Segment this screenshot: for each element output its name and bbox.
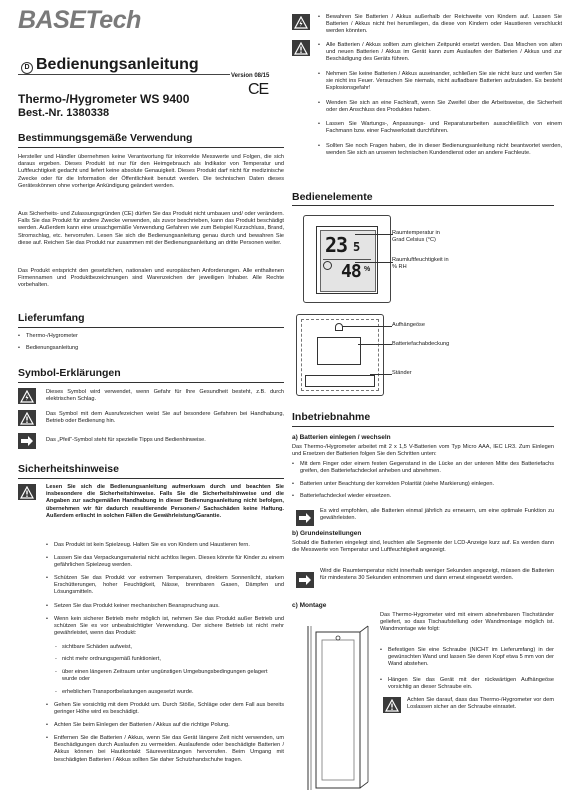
delivery-item: • Bedienungsanleitung (18, 345, 284, 352)
basic-settings-tip: Wird die Raumtemperatur nicht innerhalb weniger Sekunden angezeigt, müssen die Batterien für mindestens 30 Sekunden entnommen und dann erneut eingesetzt werden. (320, 568, 554, 582)
section-rule (18, 382, 284, 383)
safety-condition: - erheblichen Transportbelastungen ausgesetzt wurde. (54, 689, 284, 696)
safety-condition: - nicht mehr ordnungsgemäß funktioniert, (54, 656, 284, 663)
label-temperature: Raumtemperatur in Grad Celsius (°C) (392, 230, 440, 243)
symbol-exclamation-text: Das Symbol mit dem Ausrufezeichen weist Sie auf besondere Gefahren bei Handhabung, Betrieb oder Bedienung hin. (46, 411, 284, 425)
batteries-para: Das Thermo-/Hygrometer arbeitet mit 2 x 1,5 V-Batterien vom Typ Micro AAA, IEC LR3. Zum Einlegen und Ersetzen der Batterien folgen Sie den Schritten unten: (292, 444, 554, 458)
safety-bullet: • Gehen Sie vorsichtig mit dem Produkt um. Durch Stöße, Schläge oder dem Fall aus bereits geringer Höhe wird es beschädigt. (46, 702, 284, 716)
basetech-logo: BASETech (18, 6, 141, 34)
section-rule (292, 205, 554, 206)
warning-exclamation-icon (383, 697, 401, 713)
batteries-step: • Batterien unter Beachtung der korrekten Polarität (siehe Markierung) einlegen. (292, 481, 554, 488)
hanger-hole (335, 323, 343, 331)
lcd-divider (323, 259, 371, 260)
label-stand: Ständer (392, 370, 412, 376)
language-badge: D (21, 62, 33, 74)
title-rule (18, 74, 230, 75)
product-title: Thermo-/Hygrometer WS 9400 (18, 92, 190, 106)
safety-bullet: • Lassen Sie das Verpackungsmaterial nicht achtlos liegen. Dieses könnte für Kinder zu einem gefährlichen Spielzeug werden. (46, 555, 284, 569)
delivery-item: • Thermo-/Hygrometer (18, 333, 284, 340)
comfort-indicator-icon (323, 261, 332, 270)
mounting-step: • Hängen Sie das Gerät mit der rückwärtigen Aufhängeöse vorsichtig an dieser Schraube ein. (380, 677, 554, 691)
section-heading-intended-use: Bestimmungsgemäße Verwendung (18, 132, 193, 144)
battery-cover (317, 337, 361, 365)
intended-use-para-2: Aus Sicherheits- und Zulassungsgründen (CE) dürfen Sie das Produkt nicht umbauen und/ oder verändern. Falls Sie das Produkt für andere Zwecke verwenden, als zuvor beschrieben, kann das Produkt beschädigt werden. Außerdem kann eine unsachgemäße Verwendung Gefahren wie zum Beispiel Kurzschluss, Brand, Stromschlag, etc. hervorrufen. Lesen Sie sich die Bedienungsanleitung genau durch und bewahren Sie diese auf. Reichen Sie das Produkt nur zusammen mit der Bedienungsanleitung an dritte Personen weiter. (18, 211, 284, 246)
leader-line (355, 262, 393, 263)
safety-bullet: • Nehmen Sie keine Batterien / Akkus auseinander, schließen Sie sie nicht kurz und werfen Sie sie nicht ins Feuer. Versuchen Sie niemals, nicht aufladbare Batterien aufzuladen. Es besteht Explosionsgefahr! (318, 71, 562, 93)
lcd-display (320, 230, 376, 292)
humidity-unit: % (364, 266, 371, 273)
intended-use-para-3: Das Produkt entspricht den gesetzlichen, nationalen und europäischen Anforderungen. Alle enthaltenen Firmennamen und Produktbezeichnungen sind Warenzeichen der jeweiligen Inhaber. Alle Rechte vorbehalten. (18, 268, 284, 289)
order-number: Best.-Nr. 1380338 (18, 107, 110, 119)
warning-exclamation-icon (18, 410, 36, 426)
subheading-mounting: c) Montage (292, 602, 327, 609)
section-rule (18, 327, 284, 328)
section-heading-safety: Sicherheitshinweise (18, 463, 119, 475)
safety-bullet: • Entfernen Sie die Batterien / Akkus, wenn Sie das Gerät längere Zeit nicht verwenden, um Beschädigungen durch Auslaufen zu vermeiden. Auslaufende oder beschädigte Batterien / Akkus können bei Hautkontakt Säureverätzungen hervorrufen. Beim Umgang mit beschädigten Batterien / Akkus sollten Sie daher Schutzhandschuhe tragen. (46, 735, 284, 764)
humidity-reading: 48 (341, 261, 361, 282)
arrow-tip-icon (296, 572, 314, 588)
safety-bullet: • Bewahren Sie Batterien / Akkus außerhalb der Reichweite von Kindern auf. Lassen Sie Batterien / Akkus nicht frei herumliegen, da diese von Kindern oder Haustieren verschluckt werden könnten. (318, 14, 562, 36)
label-humidity: Raumluftfeuchtigkeit in % RH (392, 257, 449, 270)
section-rule (18, 147, 284, 148)
safety-bullet: • Alle Batterien / Akkus sollten zum gleichen Zeitpunkt ersetzt werden. Das Mischen von alten und neuen Batterien / Akkus im Gerät kann zum Auslaufen der Batterien / Akkus und zur Beschädigung des Geräts führen. (318, 42, 562, 64)
mounting-step: • Befestigen Sie eine Schraube (NICHT im Lieferumfang) in der gewünschten Wand und lassen Sie deren Kopf etwa 5 mm von der Wand abstehen. (380, 647, 554, 669)
label-hanger: Aufhängeöse (392, 322, 425, 328)
symbol-electric-text: Dieses Symbol wird verwendet, wenn Gefahr für Ihre Gesundheit besteht, z.B. durch elektrischen Schlag. (46, 389, 284, 403)
safety-bullet: • Setzen Sie das Produkt keiner mechanischen Beanspruchung aus. (46, 603, 284, 610)
safety-bullet: • Lassen Sie Wartungs-, Anpassungs- und Reparaturarbeiten ausschließlich von einem Fachmann bzw. einer Fachwerkstatt durchführen. (318, 121, 562, 135)
section-rule (18, 478, 284, 479)
leader-line (355, 234, 393, 235)
stand (305, 375, 375, 387)
ce-mark: CE (248, 81, 269, 98)
label-battery-cover: Batteriefachabdeckung (392, 341, 450, 347)
section-rule (292, 426, 554, 427)
safety-bullet: • Wenn kein sicherer Betrieb mehr möglich ist, nehmen Sie das Produkt außer Betrieb und schützen Sie es vor unbeabsichtigter Verwendung. Der sichere Betrieb ist nicht mehr gewährleistet, wenn das Produkt: (46, 616, 284, 638)
batteries-step: • Batteriefachdeckel wieder einsetzen. (292, 493, 554, 500)
symbol-arrow-text: Das „Pfeil“-Symbol steht für spezielle Tipps und Bedienhinweise. (46, 437, 206, 443)
document-title: Bedienungsanleitung (36, 56, 199, 73)
arrow-tip-icon (18, 433, 36, 449)
leader-line (370, 374, 392, 375)
intended-use-para-1: Hersteller und Händler übernehmen keine Verantwortung für inkorrekte Messwerte und Folgen, die sich daraus ergeben. Dieses Produkt ist nur für den Heimgebrauch als Indikator von Temperatur und Luftfeuchtigkeit gedacht und liefert keine absolute Genauigkeit. Dieses Produkt darf nicht für medizinische Zwecke oder für die Information der Öffentlichkeit benutzt werden. Die technischen Daten dieses Geräteskönnen ohne vorherige Ankündigung geändert werden. (18, 154, 284, 189)
basic-settings-para: Sobald die Batterien eingelegt sind, leuchten alle Segmente der LCD-Anzeige kurz auf. Es werden dann die Messwerte von Temperatur und Luftfeuchtigkeit angezeigt. (292, 540, 554, 554)
safety-bullet: • Achten Sie beim Einlegen der Batterien / Akkus auf die richtige Polung. (46, 722, 284, 729)
safety-bullet: • Wenden Sie sich an eine Fachkraft, wenn Sie Zweifel über die Arbeitsweise, die Sicherheit oder den Anschluss des Produktes haben. (318, 100, 562, 114)
leader-line (358, 344, 392, 345)
subheading-basic-settings: b) Grundeinstellungen (292, 530, 362, 537)
electric-hazard-icon (18, 388, 36, 404)
batteries-step: • Mit dem Finger oder einem festen Gegenstand in die Lücke an der unteren Mitte des Batteriefachs greifen, den Batteriefachdeckel anheben und abnehmen. (292, 461, 554, 475)
subheading-batteries: a) Batterien einlegen / wechseln (292, 434, 391, 441)
batteries-tip: Es wird empfohlen, alle Batterien einmal jährlich zu erneuern, um eine optimale Funktion zu gewährleisten. (320, 508, 554, 522)
arrow-tip-icon (296, 510, 314, 526)
warning-exclamation-icon (18, 484, 36, 500)
warning-exclamation-icon (292, 40, 310, 56)
safety-condition: - sichtbare Schäden aufweist, (54, 644, 284, 651)
section-heading-startup: Inbetriebnahme (292, 411, 371, 423)
section-heading-symbols: Symbol-Erklärungen (18, 367, 121, 379)
lcd-frame (316, 226, 378, 294)
safety-intro: Lesen Sie sich die Bedienungsanleitung aufmerksam durch und beachten Sie insbesondere die Sicherheitshinweise. Falls Sie die Sicherheitshinweise und die Angaben zur sachgemäßen Handhabung in dieser Bedienungsanleitung nicht befolgen, übernehmen wir für dadurch resultierende Personen-/ Sachschäden keine Haftung. Außerdem erlischt in solchen Fällen die Gewährleistung/Garantie. (46, 484, 284, 519)
leader-line (342, 326, 392, 327)
safety-bullet: • Das Produkt ist kein Spielzeug. Halten Sie es von Kindern und Haustieren fern. (46, 542, 284, 549)
mounting-illustration (302, 622, 372, 792)
section-heading-controls: Bedienelemente (292, 191, 373, 203)
section-heading-delivery: Lieferumfang (18, 312, 85, 324)
version-label: Version 08/15 (231, 73, 270, 79)
device-front-view (303, 215, 391, 303)
safety-bullet: • Sollten Sie noch Fragen haben, die in dieser Bedienungsanleitung nicht beantwortet werden, wenden Sie sich an unseren technischen Kundendienst oder an andere Fachleute. (318, 143, 562, 157)
mounting-para: Das Thermo-Hygrometer wird mit einem abnehmbaren Tischständer geliefert, so dass Tischaufstellung oder Wandmontage möglich ist. Wandmontage wie folgt: (380, 612, 554, 633)
mounting-warning: Achten Sie darauf, dass das Thermo-/Hygrometer vor dem Loslassen sicher an der Schraube einrastet. (407, 697, 554, 711)
temperature-decimal: 5 (353, 240, 361, 254)
safety-bullet: • Schützen Sie das Produkt vor extremen Temperaturen, direktem Sonnenlicht, starken Erschütterungen, hoher Feuchtigkeit, Nässe, brennbaren Gasen, Dämpfen und Lösungsmitteln. (46, 575, 284, 597)
temperature-reading: 23 (325, 233, 348, 257)
electric-hazard-icon (292, 14, 310, 30)
safety-condition: - über einen längeren Zeitraum unter ungünstigen Umgebungsbedingungen gelagert wurde oder (54, 669, 284, 683)
